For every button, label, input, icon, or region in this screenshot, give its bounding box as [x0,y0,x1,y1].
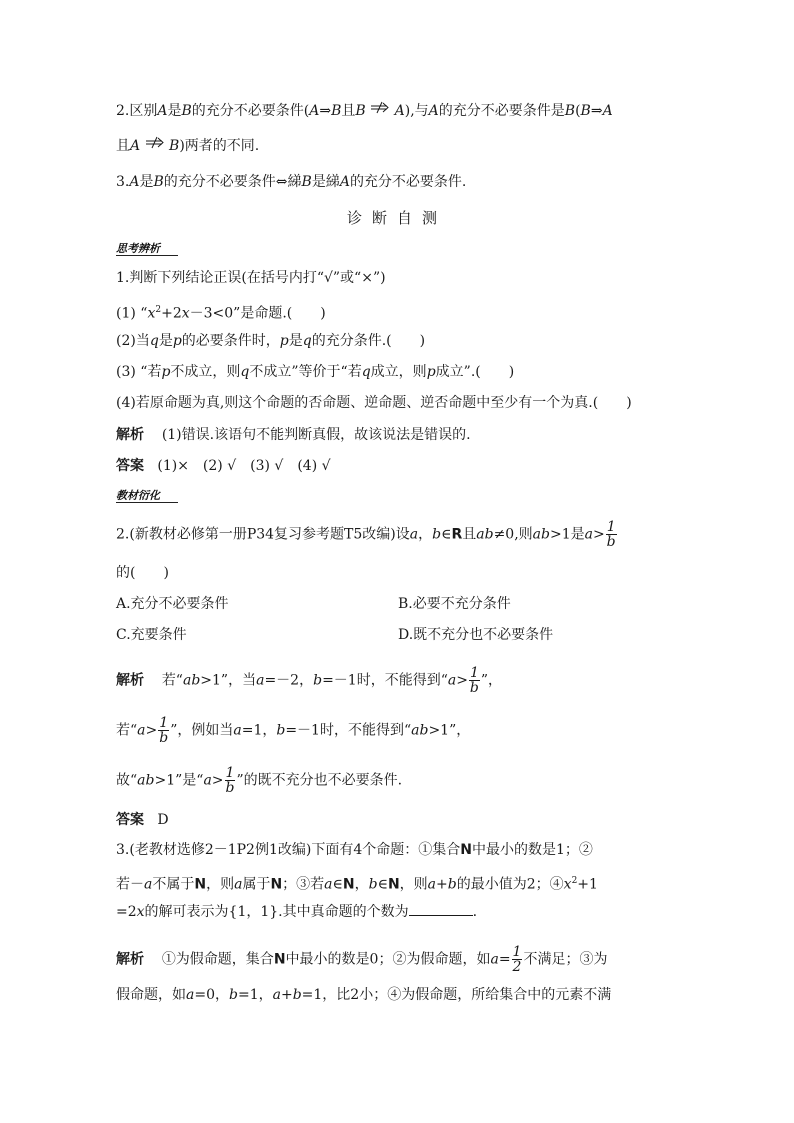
fraction: $\frac{1}{b}$ [225,765,235,796]
question-stem: 若－a不属于N，则a属于N；③若a∈N，b∈N，则a+b的最小值为2；$④x^2+1$ [116,876,598,893]
answer: 答案 (1)× (2) √ (3) √ (4) √ [116,458,331,474]
answer-blank[interactable] [409,903,473,916]
question-stem: 的( ) [116,565,169,581]
fraction: $\frac{1}{b}$ [159,715,169,746]
text-line: 且A B)两者的不同. [116,138,260,154]
text-line: 2.区别A是B的充分不必要条件(A⇒B且B A),与A的充分不必要条件是B(B⇒A [116,103,613,119]
option-a: A.充分不必要条件 [116,596,229,612]
analysis: 解析 (1)错误.该语句不能判断真假，故该说法是错误的. [116,427,471,443]
list-item: (2)当q是p的必要条件时，p是q的充分条件.( ) [116,333,426,349]
option-b: B.必要不充分条件 [398,596,511,612]
tag-underline [116,502,178,503]
option-c: C.充要条件 [116,627,187,643]
question-stem: =2x的解可表示为{1，1}.其中真命题的个数为 . [116,904,478,920]
analysis: 若“a> $\frac{1}{b}$ ”，例如当a=1，b=－1时，不能得到“ab>1”， [116,715,471,746]
not-implies-icon [370,101,390,115]
section-tag: 教材衍化 [116,489,160,502]
section-tag: 思考辨析 [116,242,160,255]
analysis: 假命题，如a=0，b=1，a+b=1，比2小；④为假命题，所给集合中的元素不满 [116,987,612,1003]
question-stem: 1.判断下列结论正误(在括号内打“√”或“×”) [116,270,386,286]
question-stem: 3.(老教材选修2－1P2例1改编)下面有4个命题：①集合N中最小的数是1；② [116,842,593,858]
analysis: 故“ab>1”是“a> $\frac{1}{b}$ ”的既不充分也不必要条件. [116,765,403,796]
answer: 答案 D [116,812,169,828]
not-implies-icon [145,136,165,150]
text-line: 3.A是B的充分不必要条件⇔綈B是綈A的充分不必要条件. [116,174,467,190]
analysis: 解析 ①为假命题，集合N中最小的数是0；②为假命题，如a= $\frac{1}{2}$ 不满足；③为 [116,944,608,975]
fraction: $\frac{1}{b}$ [606,519,616,550]
list-item: (4)若原命题为真,则这个命题的否命题、逆命题、逆否命题中至少有一个为真.( ) [116,395,632,411]
option-d: D.既不充分也不必要条件 [398,627,554,643]
tag-underline [116,255,178,256]
list-item: (1) “$x^2+2x-3<0$”是命题.( ) [116,305,326,322]
list-item: (3) “若p不成立，则q不成立”等价于“若q成立，则p成立”.( ) [116,364,515,380]
section-title: 诊断自测 [346,209,447,227]
fraction: $\frac{1}{2}$ [512,944,522,975]
analysis: 解析 若“ab>1”，当a=－2，b=－1时，不能得到“a> $\frac{1}{b}$ ”， [116,665,503,696]
question-stem: 2.(新教材必修第一册P34复习参考题T5改编)设a，b∈R且ab≠0,则ab>1是a> $\frac{1}{b}$ [116,519,616,550]
fraction: $\frac{1}{b}$ [469,665,479,696]
